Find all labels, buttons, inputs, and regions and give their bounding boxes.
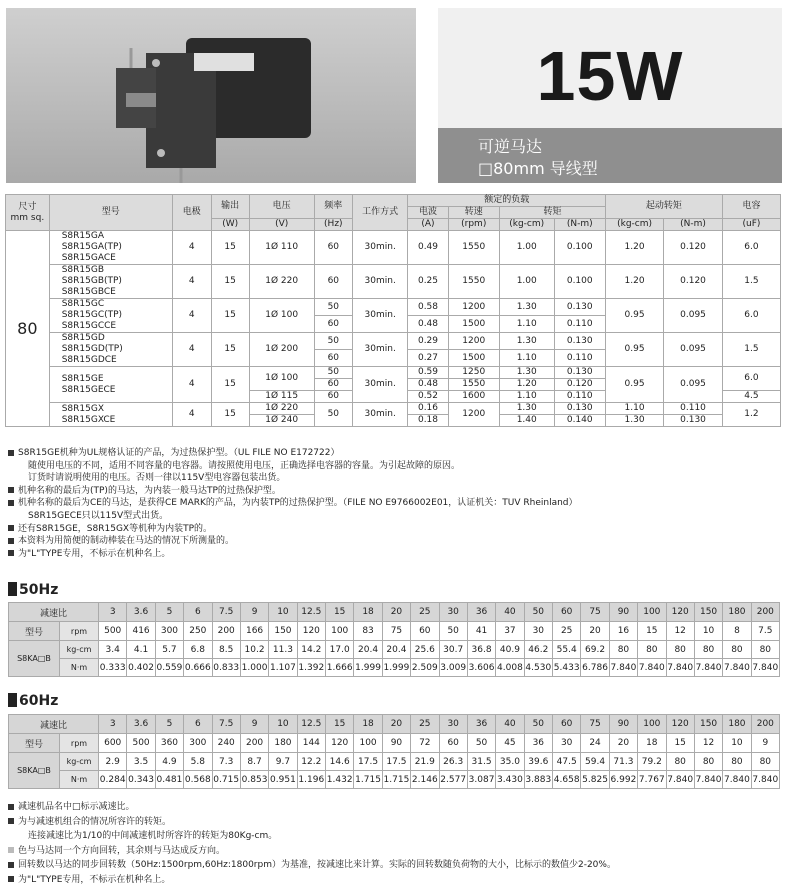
note-item: 本资料为用简便的制动棒装在马达的情况下所测量的。: [8, 535, 778, 548]
motor-photo: [6, 8, 416, 183]
table-cell: 1.196: [297, 771, 325, 789]
note-item: 随使用电压的不同，适用不同容量的电容器。请按照使用电压，正确选择电容器的容量。为引起故障的原因。: [28, 460, 461, 471]
table-cell: 60: [439, 734, 467, 753]
table-cell: 10: [694, 622, 722, 641]
table-cell: 8: [723, 622, 751, 641]
table-cell: 16: [609, 622, 637, 641]
table-row: [9, 753, 780, 771]
table-cell: 40: [496, 715, 524, 734]
table-cell: 100: [326, 622, 354, 641]
table-cell: 36.8: [467, 641, 495, 659]
table-cell: 166: [240, 622, 268, 641]
table-cell: 60: [411, 622, 439, 641]
table-cell: S8KA□B: [9, 641, 60, 677]
table-cell: 39.6: [524, 753, 552, 771]
table-cell: 50: [524, 603, 552, 622]
table-cell: 200: [212, 622, 240, 641]
table-row: [9, 603, 780, 622]
table-cell: 80: [751, 753, 779, 771]
table-cell: 120: [297, 622, 325, 641]
table-cell: 600: [99, 734, 127, 753]
table-cell: 0.284: [99, 771, 127, 789]
table-cell: 80: [638, 641, 666, 659]
table-cell: 50: [524, 715, 552, 734]
table-cell: N·m: [60, 771, 99, 789]
table-cell: 7.840: [666, 771, 694, 789]
table-cell: 1.715: [354, 771, 382, 789]
table-cell: 15: [638, 622, 666, 641]
table-cell: 7.840: [694, 771, 722, 789]
table-row: [9, 771, 780, 789]
table-cell: 4.008: [496, 659, 524, 677]
table-cell: 0.568: [184, 771, 212, 789]
table-cell: 500: [127, 734, 155, 753]
table-cell: 26.3: [439, 753, 467, 771]
note-item: 还有S8R15GE，S8R15GX等机种为内装TP的。: [8, 523, 778, 536]
table-cell: 5: [155, 715, 183, 734]
table-cell: 4.9: [155, 753, 183, 771]
table-cell: 36: [524, 734, 552, 753]
table-cell: 200: [240, 734, 268, 753]
note-item: 减速机品名中□标示减速比。: [8, 800, 778, 815]
note-item: S8R15GE机种为UL规格认证的产品，为过热保护型。（UL FILE NO E172722）: [8, 447, 778, 460]
table-cell: 80: [751, 641, 779, 659]
table-cell: 150: [694, 603, 722, 622]
table-cell: 型号: [9, 622, 60, 641]
table-cell: 90: [609, 603, 637, 622]
table-row: [9, 715, 780, 734]
note-item: 订货时请说明使用的电压。否则一律以115V型电容器包装出货。: [28, 473, 286, 484]
table-cell: 360: [155, 734, 183, 753]
table-cell: 0.666: [184, 659, 212, 677]
table-cell: 200: [751, 603, 779, 622]
table-cell: 72: [411, 734, 439, 753]
table-cell: 120: [666, 715, 694, 734]
table-cell: 45: [496, 734, 524, 753]
table-cell: 80: [666, 641, 694, 659]
table-cell: 46.2: [524, 641, 552, 659]
table-cell: 14.2: [297, 641, 325, 659]
table-cell: 25: [553, 622, 581, 641]
table-cell: 50: [467, 734, 495, 753]
table-cell: 7.840: [609, 659, 637, 677]
table-cell: 0.853: [240, 771, 268, 789]
table-cell: 250: [184, 622, 212, 641]
table-cell: 17.0: [326, 641, 354, 659]
table-cell: 3.4: [99, 641, 127, 659]
table-cell: 100: [354, 734, 382, 753]
table-cell: 180: [723, 603, 751, 622]
table-cell: 9.7: [269, 753, 297, 771]
table-cell: 10: [269, 603, 297, 622]
table-cell: 0.481: [155, 771, 183, 789]
table-row: [9, 659, 780, 677]
note-item: 回转数以马达的同步回转数（50Hz:1500rpm,60Hz:1800rpm）为基准，按减速比来计算。实际的回转数随负荷物的大小，比标示的数值少2-20%。: [8, 858, 778, 873]
table-cell: 30.7: [439, 641, 467, 659]
table-cell: 15: [326, 603, 354, 622]
table-cell: 7.840: [751, 771, 779, 789]
table-cell: 7.767: [638, 771, 666, 789]
table-cell: 12: [666, 622, 694, 641]
table-cell: S8KA□B: [9, 753, 60, 789]
table-cell: 减速比: [9, 715, 99, 734]
table-cell: 6.992: [609, 771, 637, 789]
table-cell: 5.433: [553, 659, 581, 677]
page-title: 15W: [536, 37, 684, 115]
table-cell: 180: [723, 715, 751, 734]
table-cell: 3.606: [467, 659, 495, 677]
table-cell: 20: [382, 603, 410, 622]
table-cell: 7.840: [751, 659, 779, 677]
table-cell: 31.5: [467, 753, 495, 771]
table-row: 60 0.27 1500 1.10 0.110: [6, 350, 781, 367]
gear-table-60hz: [8, 714, 780, 789]
table-cell: 0.715: [212, 771, 240, 789]
table-cell: rpm: [60, 622, 99, 641]
table-cell: 30: [439, 715, 467, 734]
table-cell: 4.1: [127, 641, 155, 659]
table-cell: kg-cm: [60, 641, 99, 659]
table-cell: 55.4: [553, 641, 581, 659]
table-cell: 12.5: [297, 603, 325, 622]
table-cell: 60: [553, 603, 581, 622]
table-cell: 5: [155, 603, 183, 622]
table-cell: 80: [666, 753, 694, 771]
title-panel: [438, 8, 782, 183]
table-cell: 25: [411, 715, 439, 734]
table-cell: 25: [411, 603, 439, 622]
note-item: 为"L"TYPE专用，不标示在机种名上。: [8, 548, 778, 561]
table-cell: 0.333: [99, 659, 127, 677]
table-cell: 3.430: [496, 771, 524, 789]
table-cell: 59.4: [581, 753, 609, 771]
table-cell: 25.6: [411, 641, 439, 659]
note-item: 为"L"TYPE专用，不标示在机种名上。: [8, 873, 778, 888]
table-cell: 5.8: [184, 753, 212, 771]
table-cell: 7.3: [212, 753, 240, 771]
gear-table-50hz: [8, 602, 780, 677]
table-cell: 17.5: [382, 753, 410, 771]
table-cell: 6.8: [184, 641, 212, 659]
table-cell: 20.4: [354, 641, 382, 659]
table-cell: 2.146: [411, 771, 439, 789]
table-cell: 7.840: [694, 659, 722, 677]
table-cell: 6.786: [581, 659, 609, 677]
table-row: 60 0.48 1500 1.10 0.110: [6, 316, 781, 333]
section-50hz-title: 50Hz: [8, 582, 58, 598]
table-cell: 90: [609, 715, 637, 734]
table-cell: 0.343: [127, 771, 155, 789]
table-cell: 10.2: [240, 641, 268, 659]
table-cell: rpm: [60, 734, 99, 753]
table-cell: 5.7: [155, 641, 183, 659]
table-cell: 7.840: [638, 659, 666, 677]
table-cell: 30: [524, 622, 552, 641]
table-cell: 12.5: [297, 715, 325, 734]
table-cell: 1.000: [240, 659, 268, 677]
spec-table: 尺寸 mm sq. 型号 电极 输出 电压 频率 工作方式 额定的负载 起动转矩 电容 电波 转速 转矩 (W) (V) (Hz) (A) (rpm) (kg-cm) (N-m) (kg-cm) (N-m) (uF) 80 S8R15GA S8R15GA(TP) S8R15GACE 4 15 1Ø 110 60 30min. 0.49 1550 1.00 0.100 1.20 0.120 6.0 S8R15GB S8R15GB(TP) S8R15GBCE 4 15 1Ø 220 60 30min. 0.25 1550 1.00 0.100 1.20 0.120 1.5 S8R15GC S8R15GC(TP) S8R15GCCE 4 15 1Ø 100 50 30min. 0.58 1200 1.30 0.130 0.95 0.095 6.0 60 0.48 1500 1.10 0.110 S8R15GD S8R15GD(TP) S8R15GDCE 4 15 1Ø 200 50 30min. 0.29 1200 1.30 0.130 0.95 0.095 1.5 60 0.27 1500 1.10 0.110 S8R15GE S8R15GECE 4 15 1Ø 100 50 30min. 0.59 1250 1.30 0.130 0.95 0.095 6.0 60 0.48 1550 1.20 0.120 1Ø 115 60 0.52 1600 1.10 0.110 4.5 S8R15GX S8R15GXCE 4 15 1Ø 220 50 30min. 0.16 1200 1.30 0.130 1.10 0.110 1.2 1Ø 240 0.18 1.40 0.140 1.30 0.130: [5, 194, 781, 427]
table-cell: 0.833: [212, 659, 240, 677]
table-cell: 4.658: [553, 771, 581, 789]
table-cell: 80: [609, 641, 637, 659]
table-cell: 2.509: [411, 659, 439, 677]
table-cell: 1.432: [326, 771, 354, 789]
table-cell: 3.883: [524, 771, 552, 789]
table-cell: 6: [184, 715, 212, 734]
table-cell: 35.0: [496, 753, 524, 771]
note-item: 色与马达同一个方向回转，其余则与马达成反方向。: [8, 844, 778, 859]
table-row: [9, 734, 780, 753]
subtitle-panel: [438, 128, 782, 183]
table-cell: 2.9: [99, 753, 127, 771]
table-cell: 6: [184, 603, 212, 622]
table-cell: 1.999: [354, 659, 382, 677]
table-cell: 79.2: [638, 753, 666, 771]
table-cell: 500: [99, 622, 127, 641]
table-row: 1Ø 115 60 0.52 1600 1.10 0.110 4.5: [6, 391, 781, 403]
section-60hz-title: 60Hz: [8, 693, 58, 709]
subtitle-line1: 可逆马达: [478, 137, 543, 156]
table-cell: 1.715: [382, 771, 410, 789]
table-cell: 7.840: [723, 771, 751, 789]
table-cell: 8.5: [212, 641, 240, 659]
table-cell: 40: [496, 603, 524, 622]
table-row: S8R15GX S8R15GXCE 4 15 1Ø 220 50 30min. 0.16 1200 1.30 0.130 1.10 0.110 1.2: [6, 403, 781, 415]
table-cell: 30: [439, 603, 467, 622]
table-cell: 3.6: [127, 603, 155, 622]
table-cell: 3.009: [439, 659, 467, 677]
table-cell: 0.402: [127, 659, 155, 677]
table-cell: 20: [581, 622, 609, 641]
table-cell: 21.9: [411, 753, 439, 771]
table-cell: 150: [694, 715, 722, 734]
table-cell: 9: [240, 715, 268, 734]
table-cell: 15: [326, 715, 354, 734]
table-cell: 144: [297, 734, 325, 753]
table-cell: 75: [581, 603, 609, 622]
table-cell: 9: [751, 734, 779, 753]
table-cell: 减速比: [9, 603, 99, 622]
table-cell: 14.6: [326, 753, 354, 771]
table-cell: 7.840: [666, 659, 694, 677]
table-cell: 80: [694, 753, 722, 771]
table-row: S8R15GE S8R15GECE 4 15 1Ø 100 50 30min. 0.59 1250 1.30 0.130 0.95 0.095 6.0: [6, 367, 781, 379]
table-cell: 18: [354, 715, 382, 734]
table-cell: 0.559: [155, 659, 183, 677]
table-cell: 10: [723, 734, 751, 753]
table-cell: 20: [609, 734, 637, 753]
table-cell: 9: [240, 603, 268, 622]
table-cell: 12.2: [297, 753, 325, 771]
table-cell: 7.5: [212, 715, 240, 734]
table-row: 60 0.48 1550 1.20 0.120: [6, 379, 781, 391]
table-cell: 7.840: [723, 659, 751, 677]
table-cell: 3: [99, 603, 127, 622]
table-cell: 3: [99, 715, 127, 734]
table-cell: 12: [694, 734, 722, 753]
table-cell: 69.2: [581, 641, 609, 659]
table-cell: 80: [694, 641, 722, 659]
table-cell: 80: [723, 641, 751, 659]
table-cell: 7.5: [212, 603, 240, 622]
table-cell: 75: [382, 622, 410, 641]
table-cell: 3.5: [127, 753, 155, 771]
table-cell: 150: [269, 622, 297, 641]
table-cell: 11.3: [269, 641, 297, 659]
table-cell: 180: [269, 734, 297, 753]
table-cell: 60: [553, 715, 581, 734]
table-cell: 24: [581, 734, 609, 753]
note-item: 连接减速比为1/10的中间减速机时所容许的转矩为80Kg-cm。: [28, 831, 278, 841]
table-row: [9, 622, 780, 641]
table-cell: 120: [666, 603, 694, 622]
motor-illustration: [6, 8, 416, 183]
table-row: 1Ø 240 0.18 1.40 0.140 1.30 0.130: [6, 415, 781, 427]
table-cell: 20.4: [382, 641, 410, 659]
table-cell: 17.5: [354, 753, 382, 771]
note-item: 机种名称的最后为CE的马达，是获得CE MARK的产品，为内装TP的过热保护型。（FILE NO E9766002E01，认证机关：TUV Rheinland）: [8, 497, 778, 510]
table-cell: 36: [467, 715, 495, 734]
table-cell: 120: [326, 734, 354, 753]
note-item: S8R15GECE只以115V型式出货。: [28, 510, 169, 521]
note-item: 机种名称的最后为(TP)的马达，为内装一般马达TP的过热保护型。: [8, 485, 778, 498]
table-cell: 0.951: [269, 771, 297, 789]
spec-notes: [8, 447, 778, 560]
table-cell: 1.999: [382, 659, 410, 677]
table-cell: 80: [723, 753, 751, 771]
table-cell: 47.5: [553, 753, 581, 771]
table-cell: 1.666: [326, 659, 354, 677]
table-cell: 200: [751, 715, 779, 734]
table-row: [9, 641, 780, 659]
table-cell: 300: [184, 734, 212, 753]
table-cell: 300: [155, 622, 183, 641]
table-cell: 5.825: [581, 771, 609, 789]
table-cell: 2.577: [439, 771, 467, 789]
table-cell: 75: [581, 715, 609, 734]
table-cell: 37: [496, 622, 524, 641]
table-cell: 100: [638, 603, 666, 622]
table-cell: 41: [467, 622, 495, 641]
note-item: 为与减速机组合的情况所容许的转矩。: [8, 815, 778, 830]
table-cell: 18: [638, 734, 666, 753]
table-cell: N·m: [60, 659, 99, 677]
table-cell: 50: [439, 622, 467, 641]
table-cell: 416: [127, 622, 155, 641]
table-cell: kg-cm: [60, 753, 99, 771]
table-cell: 8.7: [240, 753, 268, 771]
table-cell: 20: [382, 715, 410, 734]
gear-notes: [8, 800, 778, 887]
table-cell: 3.087: [467, 771, 495, 789]
table-cell: 40.9: [496, 641, 524, 659]
table-cell: 71.3: [609, 753, 637, 771]
table-cell: 15: [666, 734, 694, 753]
table-cell: 1.392: [297, 659, 325, 677]
table-cell: 18: [354, 603, 382, 622]
table-cell: 83: [354, 622, 382, 641]
table-cell: 3.6: [127, 715, 155, 734]
table-cell: 4.530: [524, 659, 552, 677]
table-cell: 100: [638, 715, 666, 734]
table-cell: 30: [553, 734, 581, 753]
table-cell: 240: [212, 734, 240, 753]
table-cell: 型号: [9, 734, 60, 753]
table-cell: 90: [382, 734, 410, 753]
table-cell: 7.5: [751, 622, 779, 641]
subtitle-line2: □80mm 导线型: [478, 159, 598, 178]
table-cell: 10: [269, 715, 297, 734]
table-cell: 36: [467, 603, 495, 622]
table-cell: 1.107: [269, 659, 297, 677]
